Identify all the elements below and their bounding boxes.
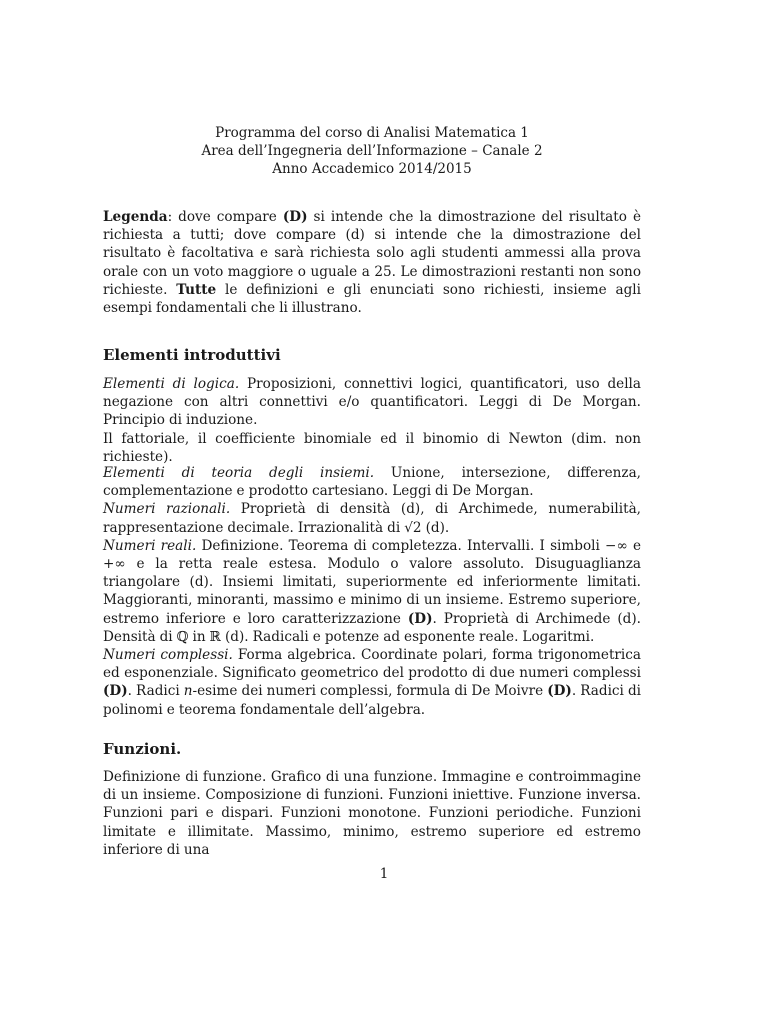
title-line-year: Anno Accademico 2014/2015 <box>272 161 472 177</box>
factorial-text: Il fattoriale, il coefficiente binomiale ed il binomio di Newton (dim. non richieste). <box>103 430 641 465</box>
rationals-text: Proprietà di densità (d), di Archimede, numerabilità, rappresentazione decimale. Irrazionalità di <box>103 501 642 536</box>
page-number: 1 <box>379 866 389 882</box>
complex-text-3: -esime dei numeri complessi, formula di De Moivre <box>192 683 548 700</box>
complex-n: n <box>183 683 193 700</box>
reals-text-2: . Proprietà di Archimede (d). Densità di ℚ in ℝ (d). Radicali e potenze ad esponente reale. Logaritmi. <box>103 610 641 645</box>
rationals-title: Numeri razionali. <box>103 501 231 518</box>
complex-text-2: . Radici <box>127 683 184 700</box>
logic-title: Elementi di logica. <box>103 376 240 392</box>
complex-D-marker-2: (D) <box>547 683 572 700</box>
reals-D-marker: (D) <box>407 610 433 627</box>
logic-text: Proposizioni, connettivi logici, quantificatori, uso della negazione con altri connettivi e/o quantificatori. Leggi di De Morgan. Principio di induzione. <box>103 376 642 429</box>
paragraph-logica <box>103 375 641 466</box>
title-line-area: Area dell’Ingegneria dell’Informazione – Canale 2 <box>201 143 543 159</box>
legend-text-1: : dove compare <box>167 209 283 225</box>
sets-title: Elementi di teoria degli insiemi. <box>103 465 375 481</box>
paragraph-insiemi <box>103 464 641 719</box>
reals-title: Numeri reali. <box>103 537 197 554</box>
legend-tutte: Tutte <box>176 281 217 298</box>
paragraph-funzioni: Definizione di funzione. Grafico di una funzione. Immagine e controimmagine di un insieme. Composizione di funzioni. Funzioni iniettive. Funzione inversa. Funzioni pari e dispari. Funzioni monotone. Funzioni periodiche. Funzioni limitate e illimitate. Massimo, minimo, estremo superiore ed estremo inferiore di una <box>103 769 641 858</box>
complex-text-4: . Radici di polinomi e teorema fondamentale dell’algebra. <box>103 683 641 718</box>
document-title <box>103 124 641 178</box>
legend-label: Legenda <box>103 209 168 225</box>
sqrt-two: √2 <box>404 519 422 536</box>
reals-text-1: Definizione. Teorema di completezza. Intervalli. I simboli −∞ e +∞ e la retta reale estesa. Modulo o valore assoluto. Disuguaglianza triangolare (d). Insiemi limitati, superiormente ed inferiormente limitati. Maggioranti, minoranti, massimo e minimo di un insieme. Estremo superiore, estremo inferiore e loro caratterizzazione <box>103 537 642 627</box>
sets-text: Unione, intersezione, differenza, complementazione e prodotto cartesiano. Leggi di De Morgan. <box>103 465 642 500</box>
complex-title: Numeri complessi. <box>103 647 233 664</box>
section-heading-funzioni: Funzioni. <box>103 740 182 758</box>
complex-text-1: Forma algebrica. Coordinate polari, forma trigonometrica ed esponenziale. Significato geometrico del prodotto di due numeri complessi <box>103 647 641 682</box>
legend-text-2: si intende che la dimostrazione del risultato è richiesta a tutti; dove compare (d) si intende che la dimostrazione del risultato è facoltativa e sarà richiesta solo agli studenti ammessi alla prova orale con un voto maggiore o uguale a 25. Le dimostrazioni restanti non sono richieste. <box>103 209 641 298</box>
legend-D-marker: (D) <box>282 209 308 225</box>
complex-D-marker-1: (D) <box>103 683 128 700</box>
rationals-end: (d). <box>421 519 450 536</box>
section-heading-elementi: Elementi introduttivi <box>103 346 281 364</box>
legend-paragraph <box>103 208 641 317</box>
legend-text-3: le definizioni e gli enunciati sono richiesti, insieme agli esempi fondamentali che li illustrano. <box>103 281 641 317</box>
title-line-course: Programma del corso di Analisi Matematica 1 <box>215 125 529 141</box>
